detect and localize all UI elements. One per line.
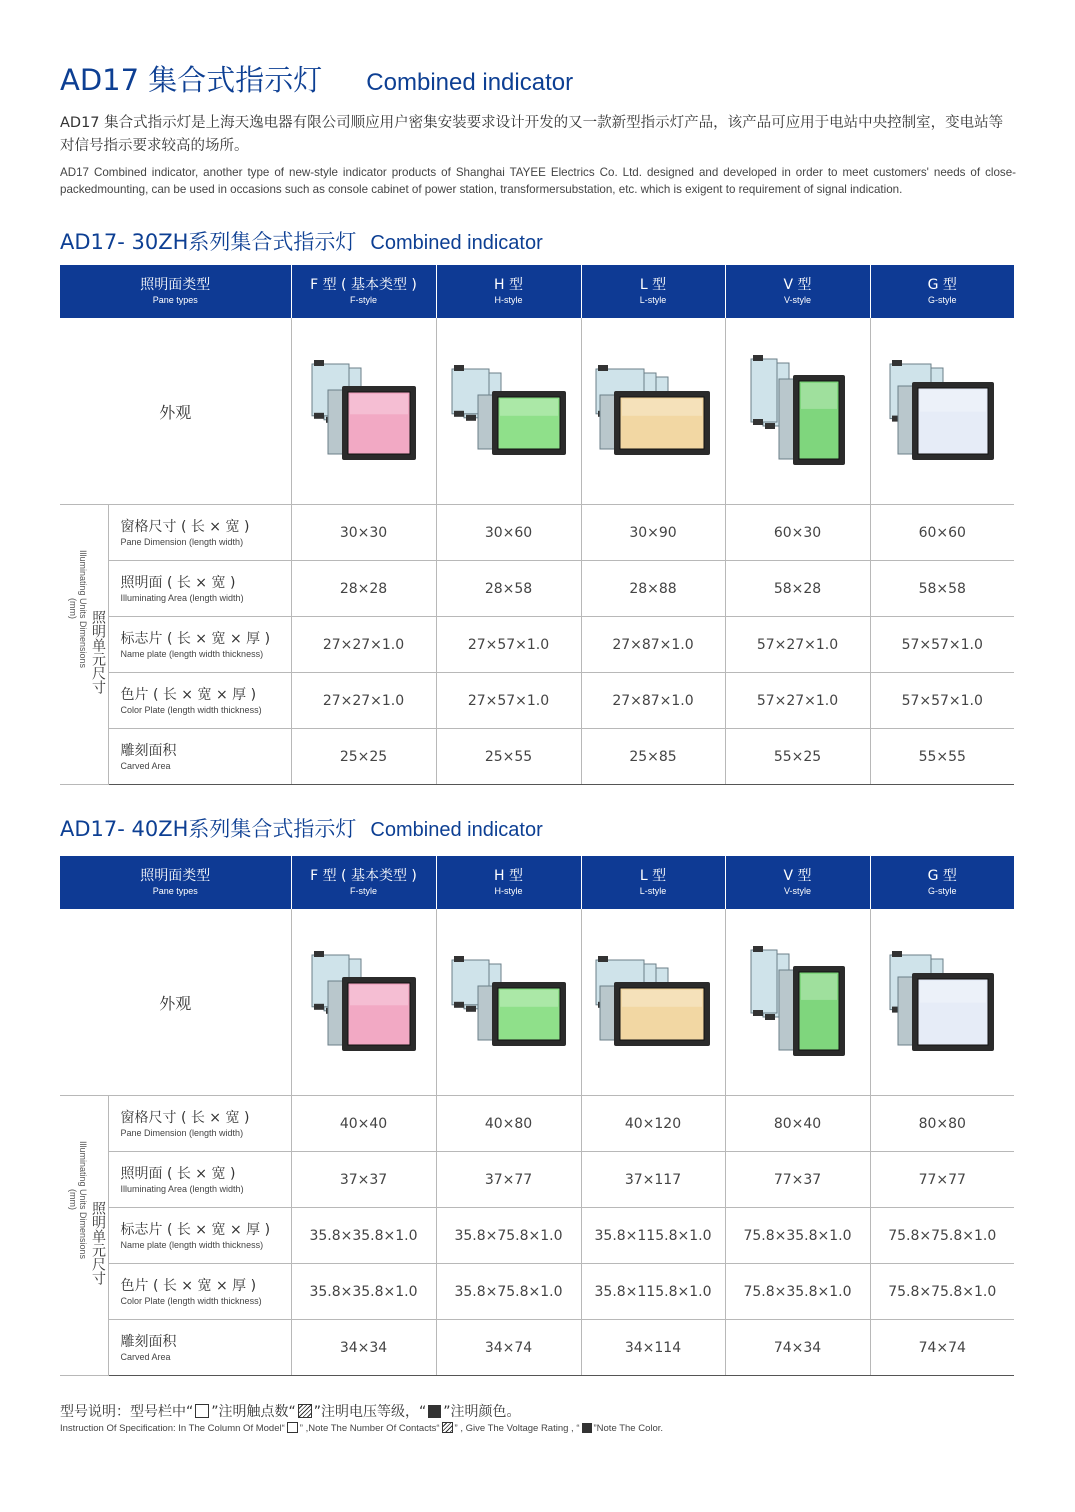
header-cn: H 型 xyxy=(494,277,523,293)
group-label xyxy=(60,1096,108,1376)
row-label-en: Color Plate (length width thickness) xyxy=(120,1295,262,1306)
table-row xyxy=(60,1096,1014,1152)
header-en: G-style xyxy=(927,295,957,305)
value-cell: 28×58 xyxy=(436,561,581,617)
footnote-en-part: Instruction Of Specification: In The Column Of Model“ xyxy=(60,1423,285,1434)
row-label-en: Color Plate (length width thickness) xyxy=(120,704,262,715)
value-cell: 80×80 xyxy=(870,1096,1014,1152)
indicator-photo xyxy=(304,947,424,1057)
indicator-photo xyxy=(743,351,853,471)
value-cell: 27×87×1.0 xyxy=(581,617,725,673)
indicator-photo xyxy=(444,952,574,1052)
value-cell: 75.8×35.8×1.0 xyxy=(725,1208,870,1264)
value-cell: 30×30 xyxy=(291,505,436,561)
row-label-cn: 窗格尺寸 ( 长 × 宽 ) xyxy=(120,518,250,535)
header-cn: V 型 xyxy=(783,868,812,884)
row-label xyxy=(108,729,291,785)
header-style-2 xyxy=(581,856,725,909)
header-en: Pane types xyxy=(152,886,198,896)
header-cn: G 型 xyxy=(927,868,957,884)
row-label-en: Pane Dimension (length width) xyxy=(120,1127,244,1138)
value-cell: 58×28 xyxy=(725,561,870,617)
intro-en: AD17 Combined indicator, another type of new-style indicator products of Shanghai TAYEE Electrics Co. Ltd. designed and developed in order to meet customers' needs of close-packedmounting, can be used in occasions such as console cabinet of power station, transformersubstation, etc. which is exigent to requirement of signal indication. xyxy=(60,166,1016,196)
section-title-40zh xyxy=(60,813,543,843)
value-cell: 57×57×1.0 xyxy=(870,673,1014,729)
value-cell: 34×34 xyxy=(291,1320,436,1376)
intro-cn: AD17 集合式指示灯是上海天逸电器有限公司顺应用户密集安装要求设计开发的又一款新型指示灯产品，该产品可应用于电站中央控制室，变电站等对信号指示要求较高的场所。 xyxy=(60,115,1004,154)
header-style-0 xyxy=(291,856,436,909)
header-en: F-style xyxy=(350,886,377,896)
value-cell: 34×114 xyxy=(581,1320,725,1376)
header-style-1 xyxy=(436,265,581,318)
row-label-en: Illuminating Area (length width) xyxy=(120,592,244,603)
footnote-cn-part: 型号说明：型号栏中“ xyxy=(60,1404,194,1420)
indicator-photo xyxy=(444,361,574,461)
row-label xyxy=(108,1152,291,1208)
value-cell: 28×28 xyxy=(291,561,436,617)
header-style-3 xyxy=(725,856,870,909)
row-label xyxy=(108,1320,291,1376)
value-cell: 40×120 xyxy=(581,1096,725,1152)
indicator-photo xyxy=(588,361,718,461)
table-row xyxy=(60,505,1014,561)
value-cell: 74×74 xyxy=(870,1320,1014,1376)
header-cn: H 型 xyxy=(494,868,523,884)
value-cell: 40×80 xyxy=(436,1096,581,1152)
appearance-cell xyxy=(870,318,1014,505)
header-pane-types xyxy=(60,856,291,909)
row-label-cn: 色片 ( 长 × 宽 × 厚 ) xyxy=(120,1277,257,1294)
footnote-en-part: ” , Give The Voltage Rating , “ xyxy=(454,1423,580,1434)
group-label-cn: 照明单元尺寸 xyxy=(90,609,106,694)
header-cn: L 型 xyxy=(639,868,667,884)
value-cell: 27×57×1.0 xyxy=(436,673,581,729)
appearance-cell xyxy=(291,909,436,1096)
row-label-cn: 照明面 ( 长 × 宽 ) xyxy=(120,574,236,591)
section-title-en: Combined indicator xyxy=(370,819,543,841)
value-cell: 55×25 xyxy=(725,729,870,785)
indicator-photo xyxy=(882,356,1002,466)
row-label-en: Pane Dimension (length width) xyxy=(120,536,244,547)
appearance-cell xyxy=(291,318,436,505)
value-cell: 34×74 xyxy=(436,1320,581,1376)
table-row xyxy=(60,1208,1014,1264)
header-cn: F 型 ( 基本类型 ) xyxy=(310,868,417,884)
value-cell: 35.8×35.8×1.0 xyxy=(291,1208,436,1264)
section-title-30zh xyxy=(60,226,543,256)
row-label xyxy=(108,1208,291,1264)
value-cell: 77×37 xyxy=(725,1152,870,1208)
table-row xyxy=(60,1264,1014,1320)
indicator-photo xyxy=(588,952,718,1052)
table-row xyxy=(60,617,1014,673)
header-style-4 xyxy=(870,856,1014,909)
header-style-2 xyxy=(581,265,725,318)
header-en: H-style xyxy=(494,295,523,305)
row-label-cn: 照明面 ( 长 × 宽 ) xyxy=(120,1165,236,1182)
header-row xyxy=(60,265,1014,318)
header-cn: L 型 xyxy=(639,277,667,293)
appearance-cell xyxy=(436,318,581,505)
header-style-4 xyxy=(870,265,1014,318)
row-label-en: Carved Area xyxy=(120,760,171,771)
header-en: Pane types xyxy=(152,295,198,305)
value-cell: 35.8×75.8×1.0 xyxy=(436,1208,581,1264)
header-cn: G 型 xyxy=(927,277,957,293)
group-label-en: Illuminating Units Dimensions (mm) xyxy=(68,549,88,668)
page-title xyxy=(60,58,573,98)
header-style-0 xyxy=(291,265,436,318)
value-cell: 40×40 xyxy=(291,1096,436,1152)
color-box-icon xyxy=(582,1423,592,1433)
footnote-cn-part: ”注明电压等级，“ xyxy=(313,1404,427,1420)
footnote-cn-part: ”注明触点数“ xyxy=(211,1404,296,1420)
value-cell: 74×34 xyxy=(725,1320,870,1376)
row-label xyxy=(108,505,291,561)
section-title-cn: AD17- 40ZH系列集合式指示灯 xyxy=(60,817,357,841)
value-cell: 60×60 xyxy=(870,505,1014,561)
indicator-photo xyxy=(743,942,853,1062)
value-cell: 80×40 xyxy=(725,1096,870,1152)
page-title-en: Combined indicator xyxy=(366,69,574,96)
row-label-en: Carved Area xyxy=(120,1351,171,1362)
appearance-row xyxy=(60,909,1014,1096)
table-row xyxy=(60,1152,1014,1208)
appearance-cell xyxy=(581,909,725,1096)
header-en: V-style xyxy=(783,886,811,896)
value-cell: 57×27×1.0 xyxy=(725,673,870,729)
color-box-icon xyxy=(428,1405,441,1418)
table-row xyxy=(60,729,1014,785)
value-cell: 75.8×35.8×1.0 xyxy=(725,1264,870,1320)
value-cell: 27×27×1.0 xyxy=(291,617,436,673)
contacts-box-icon xyxy=(287,1422,298,1433)
table-row xyxy=(60,561,1014,617)
row-label-en: Name plate (length width thickness) xyxy=(120,1239,264,1250)
value-cell: 60×30 xyxy=(725,505,870,561)
value-cell: 27×27×1.0 xyxy=(291,673,436,729)
footnote-en-part: ” ,Note The Number Of Contacts“ xyxy=(299,1423,440,1434)
group-label xyxy=(60,505,108,785)
row-label-cn: 窗格尺寸 ( 长 × 宽 ) xyxy=(120,1109,250,1126)
footnote-cn xyxy=(60,1401,521,1421)
header-en: L-style xyxy=(639,886,667,896)
footnote-cn-part: ”注明颜色。 xyxy=(443,1404,521,1420)
row-label-cn: 雕刻面积 xyxy=(120,1333,177,1350)
header-style-3 xyxy=(725,265,870,318)
row-label xyxy=(108,561,291,617)
value-cell: 77×77 xyxy=(870,1152,1014,1208)
appearance-cell xyxy=(725,318,870,505)
value-cell: 27×57×1.0 xyxy=(436,617,581,673)
value-cell: 25×25 xyxy=(291,729,436,785)
header-en: L-style xyxy=(639,295,667,305)
row-label-en: Illuminating Area (length width) xyxy=(120,1183,244,1194)
row-label xyxy=(108,1096,291,1152)
value-cell: 30×90 xyxy=(581,505,725,561)
value-cell: 28×88 xyxy=(581,561,725,617)
footnote-en xyxy=(60,1422,663,1434)
value-cell: 37×37 xyxy=(291,1152,436,1208)
appearance-label: 外观 xyxy=(60,909,291,1096)
group-label-en: Illuminating Units Dimensions (mm) xyxy=(68,1140,88,1259)
row-label-cn: 雕刻面积 xyxy=(120,742,177,759)
header-en: F-style xyxy=(350,295,377,305)
indicator-photo xyxy=(882,947,1002,1057)
value-cell: 58×58 xyxy=(870,561,1014,617)
value-cell: 27×87×1.0 xyxy=(581,673,725,729)
page-title-cn: AD17 集合式指示灯 xyxy=(60,63,323,97)
header-en: V-style xyxy=(783,295,811,305)
group-label-cn: 照明单元尺寸 xyxy=(90,1200,106,1285)
voltage-box-icon xyxy=(442,1422,453,1433)
appearance-cell xyxy=(436,909,581,1096)
voltage-box-icon xyxy=(298,1404,312,1418)
header-cn: F 型 ( 基本类型 ) xyxy=(310,277,417,293)
value-cell: 55×55 xyxy=(870,729,1014,785)
table-row xyxy=(60,1320,1014,1376)
value-cell: 30×60 xyxy=(436,505,581,561)
row-label-cn: 色片 ( 长 × 宽 × 厚 ) xyxy=(120,686,257,703)
row-label-cn: 标志片 ( 长 × 宽 × 厚 ) xyxy=(120,630,271,647)
row-label-en: Name plate (length width thickness) xyxy=(120,648,264,659)
header-style-1 xyxy=(436,856,581,909)
footnote-en-part: ”Note The Color. xyxy=(593,1423,664,1434)
header-en: H-style xyxy=(494,886,523,896)
row-label xyxy=(108,617,291,673)
row-label xyxy=(108,673,291,729)
value-cell: 25×85 xyxy=(581,729,725,785)
appearance-cell xyxy=(725,909,870,1096)
value-cell: 57×57×1.0 xyxy=(870,617,1014,673)
section-title-cn: AD17- 30ZH系列集合式指示灯 xyxy=(60,230,357,254)
row-label-cn: 标志片 ( 长 × 宽 × 厚 ) xyxy=(120,1221,271,1238)
contacts-box-icon xyxy=(195,1404,209,1418)
header-cn: 照明面类型 xyxy=(140,868,211,884)
row-label xyxy=(108,1264,291,1320)
value-cell: 35.8×75.8×1.0 xyxy=(436,1264,581,1320)
value-cell: 75.8×75.8×1.0 xyxy=(870,1208,1014,1264)
indicator-photo xyxy=(304,356,424,466)
header-row xyxy=(60,856,1014,909)
value-cell: 35.8×35.8×1.0 xyxy=(291,1264,436,1320)
header-pane-types xyxy=(60,265,291,318)
header-cn: V 型 xyxy=(783,277,812,293)
value-cell: 75.8×75.8×1.0 xyxy=(870,1264,1014,1320)
value-cell: 37×117 xyxy=(581,1152,725,1208)
appearance-row xyxy=(60,318,1014,505)
section-title-en: Combined indicator xyxy=(370,232,543,254)
value-cell: 35.8×115.8×1.0 xyxy=(581,1264,725,1320)
spec-table-30zh xyxy=(60,265,1014,785)
value-cell: 37×77 xyxy=(436,1152,581,1208)
table-row xyxy=(60,673,1014,729)
appearance-cell xyxy=(870,909,1014,1096)
appearance-cell xyxy=(581,318,725,505)
appearance-label: 外观 xyxy=(60,318,291,505)
value-cell: 57×27×1.0 xyxy=(725,617,870,673)
value-cell: 35.8×115.8×1.0 xyxy=(581,1208,725,1264)
value-cell: 25×55 xyxy=(436,729,581,785)
header-en: G-style xyxy=(927,886,957,896)
spec-table-40zh xyxy=(60,856,1014,1376)
header-cn: 照明面类型 xyxy=(140,277,211,293)
